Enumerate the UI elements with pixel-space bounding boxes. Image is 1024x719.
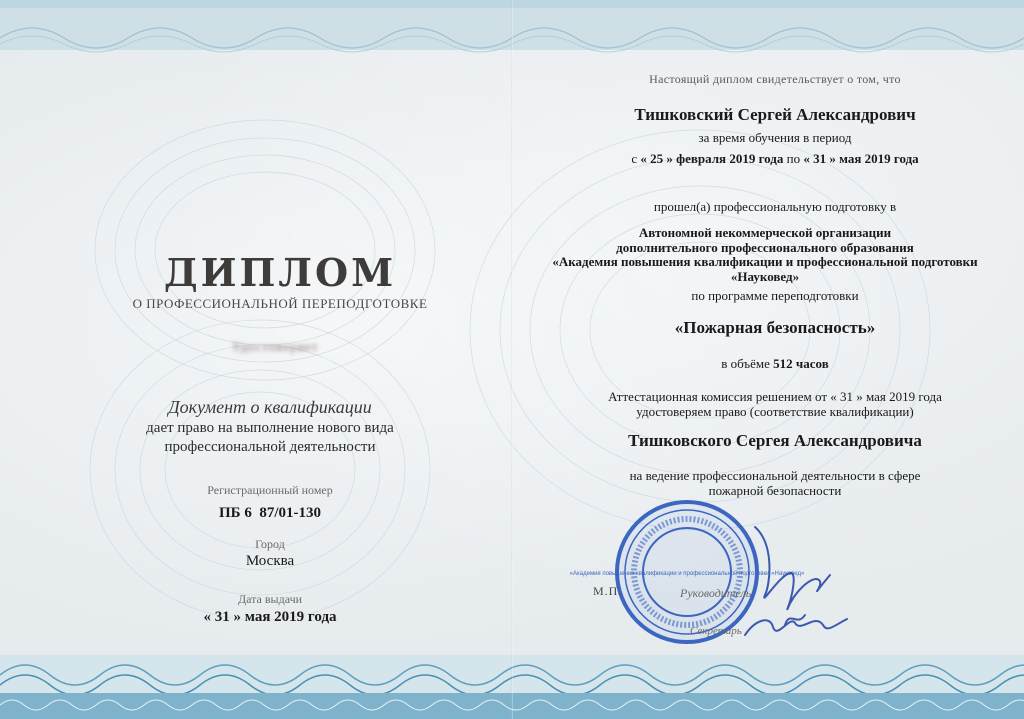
period-prefix: с xyxy=(631,151,638,166)
period-start: « 25 » февраля 2019 года xyxy=(640,151,784,166)
document-description-line: профессиональной деятельности xyxy=(164,439,376,455)
center-fold xyxy=(511,0,513,719)
reg-number-label: Регистрационный номер xyxy=(207,483,333,497)
commission-line: удостоверяем право (соответствие квалификации) xyxy=(636,404,914,419)
document-description-line: дает право на выполнение нового вида xyxy=(146,420,394,436)
document-caption: Документ о квалификации xyxy=(168,397,372,417)
study-period-label: за время обучения в период xyxy=(698,130,852,145)
city-label: Город xyxy=(255,537,285,551)
seal-place-label: М.П. xyxy=(593,584,623,598)
commission-line: Аттестационная комиссия решением от « 31 » мая 2019 года xyxy=(608,389,942,404)
activity-line: пожарной безопасности xyxy=(708,483,842,498)
period-mid: по xyxy=(786,151,801,166)
diploma-subtitle: О ПРОФЕССИОНАЛЬНОЙ ПЕРЕПОДГОТОВКЕ xyxy=(132,296,428,311)
holder-name: Тишковский Сергей Александрович xyxy=(634,105,916,124)
organization-name xyxy=(520,226,1010,284)
head-signature-label: Руководитель xyxy=(680,586,752,600)
volume-value: 512 часов xyxy=(773,356,829,371)
diploma-title: ДИПЛОМ xyxy=(163,250,397,295)
activity-scope xyxy=(560,468,990,498)
issue-date-label: Дата выдачи xyxy=(237,592,303,606)
program-volume xyxy=(560,356,990,372)
activity-line: на ведение профессиональной деятельности в сфере xyxy=(629,468,921,483)
organization-line: дополнительного профессионального образования xyxy=(616,239,914,255)
signature xyxy=(735,515,865,650)
program-label: по программе переподготовки xyxy=(691,288,859,303)
document-description xyxy=(80,419,460,457)
program-name: «Пожарная безопасность» xyxy=(674,318,876,337)
period-end: « 31 » мая 2019 года xyxy=(803,151,919,166)
left-rosette-bottom xyxy=(90,320,430,620)
blurred-text: Удостоверяет xyxy=(231,339,319,354)
organization-line: Автономной некоммерческой организации xyxy=(638,225,892,240)
organization-line: «Науковед» xyxy=(730,268,800,284)
city-value: Москва xyxy=(245,553,295,569)
volume-prefix: в объёме xyxy=(721,356,770,371)
holder-name-genitive: Тишковского Сергея Александровича xyxy=(628,431,922,450)
stamp-text: «Академия повышения квалификации и профессиональной подготовки «Науковед» xyxy=(569,571,805,577)
issue-date-value: « 31 » мая 2019 года xyxy=(203,609,337,625)
secretary-signature-label: Секретарь xyxy=(690,625,742,637)
commission-decision xyxy=(560,389,990,419)
passed-training-text: прошел(а) профессиональную подготовку в xyxy=(653,199,897,214)
organization-line: «Академия повышения квалификации и профессиональной подготовки xyxy=(552,254,978,269)
intro-text: Настоящий диплом свидетельствует о том, что xyxy=(649,72,901,86)
study-period xyxy=(560,151,990,167)
reg-number-value: ПБ 6 87/01-130 xyxy=(219,505,321,521)
